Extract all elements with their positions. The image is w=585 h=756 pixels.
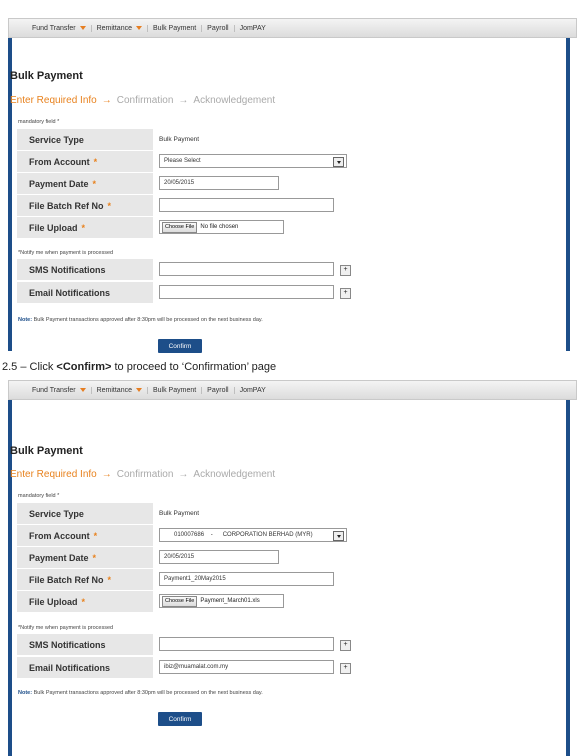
email-input[interactable]: ibiz@muamalat.com.my xyxy=(159,660,334,674)
top-nav xyxy=(8,18,577,38)
nav-remittance[interactable]: Remittance xyxy=(92,387,148,394)
step-indicator xyxy=(10,469,275,480)
confirm-button[interactable]: Confirm xyxy=(158,339,202,353)
panel-border-right xyxy=(566,400,570,756)
step-enter-info: Enter Required Info xyxy=(10,469,97,480)
page-title: Bulk Payment xyxy=(10,70,83,82)
service-type-value: Bulk Payment xyxy=(159,510,200,517)
arrow-icon: → xyxy=(178,469,189,480)
row-batch-ref xyxy=(17,195,545,216)
arrow-icon: → xyxy=(101,469,112,480)
arrow-icon: → xyxy=(101,95,112,106)
row-service-type xyxy=(17,503,545,524)
chevron-down-icon xyxy=(80,388,86,392)
nav-fund-transfer[interactable]: Fund Transfer xyxy=(27,387,92,394)
instruction-text: 2.5 – Click <Confirm> to proceed to ‘Confirmation’ page xyxy=(2,361,277,373)
notify-note: *Notify me when payment is processed xyxy=(18,250,114,256)
file-upload-label: File Upload * xyxy=(17,591,153,612)
chevron-down-icon[interactable] xyxy=(333,157,344,167)
step-acknowledgement: Acknowledgement xyxy=(193,469,276,480)
file-name: No file chosen xyxy=(200,224,239,230)
sms-label: SMS Notifications xyxy=(17,259,153,280)
chevron-down-icon[interactable] xyxy=(333,531,344,541)
processing-note: Note: Bulk Payment transactions approved after 8:30pm will be processed on the next business day. xyxy=(18,690,263,696)
nav-bulk-payment[interactable]: Bulk Payment xyxy=(148,25,202,32)
step-confirmation: Confirmation xyxy=(116,95,174,106)
add-sms-button[interactable]: + xyxy=(340,265,351,276)
sms-input[interactable] xyxy=(159,262,334,276)
nav-payroll[interactable]: Payroll xyxy=(202,25,234,32)
email-label: Email Notifications xyxy=(17,282,153,303)
batch-ref-label: File Batch Ref No * xyxy=(17,195,153,216)
from-account-label: From Account * xyxy=(17,525,153,546)
nav-payroll[interactable]: Payroll xyxy=(202,387,234,394)
email-input[interactable] xyxy=(159,285,334,299)
email-label: Email Notifications xyxy=(17,657,153,678)
service-type-label: Service Type xyxy=(17,503,153,524)
service-type-label: Service Type xyxy=(17,129,153,150)
row-email xyxy=(17,657,545,678)
processing-note: Note: Bulk Payment transactions approved after 8:30pm will be processed on the next business day. xyxy=(18,317,263,323)
file-upload-label: File Upload * xyxy=(17,217,153,238)
row-from-account xyxy=(17,151,545,172)
row-payment-date xyxy=(17,547,545,568)
page-title: Bulk Payment xyxy=(10,445,83,457)
row-file-upload xyxy=(17,217,545,238)
sms-label: SMS Notifications xyxy=(17,634,153,655)
nav-bulk-payment[interactable]: Bulk Payment xyxy=(148,387,202,394)
file-name: Payment_March01.xls xyxy=(200,598,260,604)
notify-note: *Notify me when payment is processed xyxy=(18,625,114,631)
file-upload-input xyxy=(159,220,284,234)
nav-remittance[interactable]: Remittance xyxy=(92,25,148,32)
row-sms xyxy=(17,259,545,280)
chevron-down-icon xyxy=(136,388,142,392)
row-from-account xyxy=(17,525,545,546)
payment-date-label: Payment Date * xyxy=(17,547,153,568)
step-enter-info: Enter Required Info xyxy=(10,95,97,106)
chevron-down-icon xyxy=(136,26,142,30)
payment-date-input[interactable]: 20/05/2015 xyxy=(159,550,279,564)
mandatory-note: mandatory field * xyxy=(18,119,60,125)
add-email-button[interactable]: + xyxy=(340,288,351,299)
row-service-type xyxy=(17,129,545,150)
from-account-select[interactable]: Please Select xyxy=(159,154,347,168)
row-batch-ref xyxy=(17,569,545,590)
confirm-button[interactable]: Confirm xyxy=(158,712,202,726)
arrow-icon: → xyxy=(178,95,189,106)
panel-border-right xyxy=(566,38,570,351)
from-account-label: From Account * xyxy=(17,151,153,172)
file-upload-input xyxy=(159,594,284,608)
step-indicator xyxy=(10,95,275,106)
nav-jompay[interactable]: JomPAY xyxy=(239,24,266,32)
service-type-value: Bulk Payment xyxy=(159,136,200,143)
choose-file-button[interactable]: Choose File xyxy=(162,222,197,233)
row-email xyxy=(17,282,545,303)
choose-file-button[interactable]: Choose File xyxy=(162,596,197,607)
row-sms xyxy=(17,634,545,655)
sms-input[interactable] xyxy=(159,637,334,651)
payment-date-input[interactable]: 20/05/2015 xyxy=(159,176,279,190)
payment-date-label: Payment Date * xyxy=(17,173,153,194)
step-confirmation: Confirmation xyxy=(116,469,174,480)
from-account-select[interactable]: 010007686 - CORPORATION BERHAD (MYR) xyxy=(159,528,347,542)
add-sms-button[interactable]: + xyxy=(340,640,351,651)
top-nav xyxy=(8,380,577,400)
batch-ref-input[interactable] xyxy=(159,198,334,212)
row-file-upload xyxy=(17,591,545,612)
panel-filled-form xyxy=(8,380,570,756)
panel-border-left xyxy=(8,38,12,351)
mandatory-note: mandatory field * xyxy=(18,493,60,499)
batch-ref-label: File Batch Ref No * xyxy=(17,569,153,590)
row-payment-date xyxy=(17,173,545,194)
chevron-down-icon xyxy=(80,26,86,30)
nav-fund-transfer[interactable]: Fund Transfer xyxy=(27,25,92,32)
step-acknowledgement: Acknowledgement xyxy=(193,95,276,106)
nav-jompay[interactable]: JomPAY xyxy=(239,386,266,394)
batch-ref-input[interactable]: Payment1_20May2015 xyxy=(159,572,334,586)
add-email-button[interactable]: + xyxy=(340,663,351,674)
